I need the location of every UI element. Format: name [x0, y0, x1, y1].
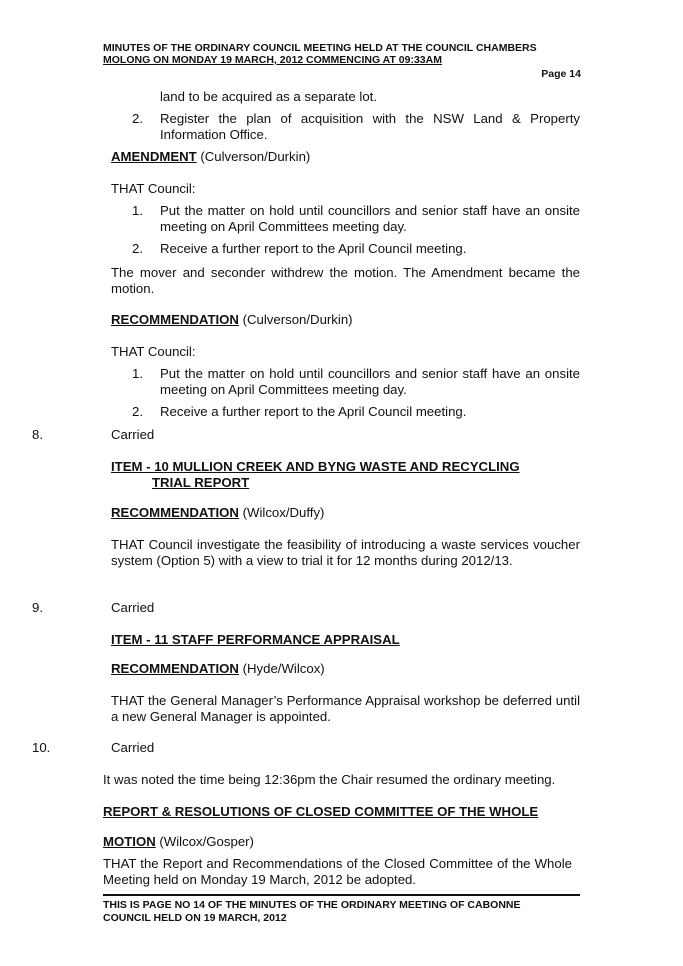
amendment-movers: (Culverson/Durkin) [196, 149, 311, 164]
resolution-result: Carried [111, 740, 155, 755]
list-number: 2. [132, 111, 143, 126]
recommendation-heading: RECOMMENDATION [111, 312, 239, 327]
footer-line-2: COUNCIL HELD ON 19 MARCH, 2012 [103, 912, 287, 924]
item-10-title-cont: TRIAL REPORT [152, 475, 250, 490]
list-item-text: Receive a further report to the April Council meeting. [160, 404, 467, 419]
resolution-number: 8. [32, 427, 43, 442]
motion-heading: MOTION [103, 834, 156, 849]
closed-committee-heading: REPORT & RESOLUTIONS OF CLOSED COMMITTEE OF THE WHOLE [103, 804, 539, 819]
recommendation-heading: RECOMMENDATION [111, 505, 239, 520]
list-number: 1. [132, 203, 143, 218]
recommendation-heading-line [111, 312, 353, 328]
page-number: Page 14 [541, 68, 581, 80]
item-11-text: THAT the General Manager’s Performance Appraisal workshop be deferred until a new General Manager is appointed. [111, 693, 580, 724]
recommendation-movers: (Wilcox/Duffy) [238, 505, 325, 520]
resolution-result: Carried [111, 600, 155, 615]
list-item-text: Put the matter on hold until councillors and senior staff have an onsite meeting on April Committees meeting day. [160, 203, 580, 234]
footer-line-1: THIS IS PAGE NO 14 OF THE MINUTES OF THE ORDINARY MEETING OF CABONNE [103, 899, 521, 911]
resolution-number: 9. [32, 600, 43, 615]
continuation-line: land to be acquired as a separate lot. [160, 89, 378, 104]
recommendation-that: THAT Council: [111, 344, 196, 359]
list-item-text: Register the plan of acquisition with the NSW Land & Property Information Office. [160, 111, 580, 142]
resolution-number: 10. [32, 740, 51, 755]
resume-note: It was noted the time being 12:36pm the Chair resumed the ordinary meeting. [103, 772, 556, 787]
closed-committee-text: THAT the Report and Recommendations of the Closed Committee of the Whole Meeting held on Monday 19 March, 2012 be adopted. [103, 856, 572, 887]
amendment-heading: AMENDMENT [111, 149, 197, 164]
list-number: 1. [132, 366, 143, 381]
amendment-that: THAT Council: [111, 181, 196, 196]
item-10-text: THAT Council investigate the feasibility of introducing a waste services voucher system (Option 5) with a view to trial it for 12 months during 2012/13. [111, 537, 580, 568]
list-number: 2. [132, 241, 143, 256]
amendment-note: The mover and seconder withdrew the motion. The Amendment became the motion. [111, 265, 580, 296]
recommendation-movers: (Culverson/Durkin) [238, 312, 353, 327]
list-item-text: Put the matter on hold until councillors and senior staff have an onsite meeting on April Committees meeting day. [160, 366, 580, 397]
list-number: 2. [132, 404, 143, 419]
motion-heading-line [103, 834, 254, 850]
resolution-result: Carried [111, 427, 155, 442]
recommendation-movers: (Hyde/Wilcox) [238, 661, 325, 676]
recommendation-heading: RECOMMENDATION [111, 661, 239, 676]
header-line-1: MINUTES OF THE ORDINARY COUNCIL MEETING HELD AT THE COUNCIL CHAMBERS [103, 42, 537, 54]
item-11-title: ITEM - 11 STAFF PERFORMANCE APPRAISAL [111, 632, 400, 647]
item-10-recommendation-line [111, 505, 324, 521]
amendment-heading-line [111, 149, 310, 165]
footer-rule [103, 894, 580, 896]
header-line-2: MOLONG ON MONDAY 19 MARCH, 2012 COMMENCING AT 09:33AM [103, 54, 442, 66]
list-item-text: Receive a further report to the April Council meeting. [160, 241, 467, 256]
item-11-recommendation-line [111, 661, 325, 677]
motion-movers: (Wilcox/Gosper) [155, 834, 254, 849]
item-10-title: ITEM - 10 MULLION CREEK AND BYNG WASTE AND RECYCLING [111, 459, 520, 474]
